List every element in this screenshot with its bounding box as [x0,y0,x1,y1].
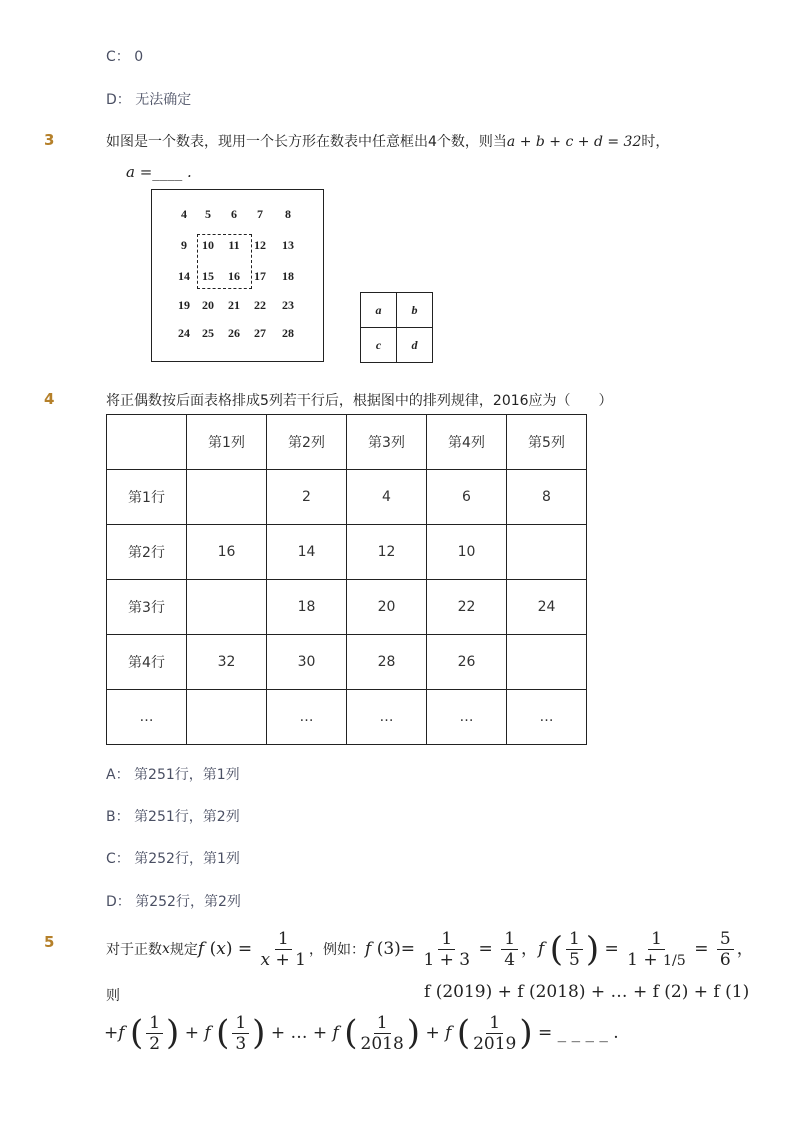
text: 规定 [169,942,198,958]
table-cell: 第4列 [427,415,507,470]
table-cell: 第1列 [187,415,267,470]
number-cell: 11 [228,238,240,252]
formula: f (x) = $\frac{1}{x + 1}$ [197,928,306,970]
table-cell: 第4行 [107,635,187,690]
answer-blank: a =____ . [126,163,192,181]
option-letter: B： [106,809,130,825]
table-row [107,415,587,470]
table-cell: 第3行 [107,580,187,635]
table-cell [507,635,587,690]
table-cell: 12 [347,525,427,580]
table-cell: 2 [267,470,347,525]
formula: a + b + c + d = 32 [506,134,642,150]
option-letter: C： [106,851,130,867]
table-cell: 第1行 [107,470,187,525]
table-cell: 14 [267,525,347,580]
table-row [107,690,587,745]
table-cell: … [107,690,187,745]
cell-a: a [361,293,397,328]
option-letter: C： [106,49,130,65]
option-b[interactable] [106,806,240,826]
table-cell: 30 [267,635,347,690]
number-cell: 24 [178,326,190,340]
text: 对于正数 [106,942,162,958]
table-cell: 10 [427,525,507,580]
table-cell: 8 [507,470,587,525]
number-cell: 15 [202,269,214,283]
table-cell: 第2列 [267,415,347,470]
number-cell: 10 [202,238,214,252]
number-cell: 27 [254,326,266,340]
variable: x [162,941,170,957]
option-d[interactable] [106,891,241,911]
table-cell: … [347,690,427,745]
question-number: 4 [44,390,55,408]
option-c[interactable] [106,848,240,868]
table-cell: 18 [267,580,347,635]
even-number-table [106,414,587,745]
table-cell: 第3列 [347,415,427,470]
option-a[interactable] [106,764,240,784]
table-row [107,525,587,580]
number-cell: 18 [282,269,294,283]
number-cell: 16 [228,269,240,283]
table-row [107,470,587,525]
table-cell: … [267,690,347,745]
option-c[interactable] [106,46,143,66]
number-cell: 9 [181,238,187,252]
table-cell [187,690,267,745]
number-cell: 14 [178,269,190,283]
table-cell: 22 [427,580,507,635]
table-cell: … [427,690,507,745]
number-cell: 21 [228,298,240,312]
cell-c: c [361,328,397,363]
table-cell: 6 [427,470,507,525]
option-letter: D： [106,894,131,910]
table-cell: 24 [507,580,587,635]
cell-d: d [397,328,433,363]
number-cell: 17 [254,269,266,283]
question-text [106,131,669,151]
table-cell [187,470,267,525]
table-cell: 32 [187,635,267,690]
abcd-grid [360,292,433,363]
table-row [107,580,587,635]
number-cell: 22 [254,298,266,312]
option-text: 第252行，第1列 [134,851,240,867]
text: 则 [106,988,120,1004]
sum-line-1: f (2019) + f (2018) + … + f (2) + f (1) [424,982,750,1002]
number-cell: 23 [282,298,294,312]
number-cell: 8 [285,207,291,221]
number-cell: 25 [202,326,214,340]
table-cell: 20 [347,580,427,635]
table-cell [107,415,187,470]
example-formula: f (3)= $\frac{1}{1 + 3}$ = $\frac{1}{4}$ ，f ( $\frac{1}{5}$ ) = $\frac{1}{1 + 1/5}$ = $\frac{5}{6}$ ， [365,928,754,970]
table-row [107,635,587,690]
number-cell: 26 [228,326,240,340]
option-letter: D： [106,92,131,108]
number-cell: 5 [205,207,211,221]
option-letter: A： [106,767,130,783]
table-cell [507,525,587,580]
question-text [106,926,754,972]
dashed-rectangle [197,234,252,289]
table-cell: … [507,690,587,745]
table-cell: 第2行 [107,525,187,580]
table-cell: 28 [347,635,427,690]
question-number: 3 [44,131,55,149]
question-number: 5 [44,933,55,951]
number-cell: 12 [254,238,266,252]
question-text: 将正偶数按后面表格排成5列若干行后，根据图中的排列规律，2016应为（ ） [106,393,613,409]
option-text: 第252行，第2列 [135,894,241,910]
table-cell: 16 [187,525,267,580]
text: 如图是一个数表，现用一个长方形在数表中任意框出4个数，则当 [106,134,507,150]
number-cell: 6 [231,207,237,221]
number-cell: 13 [282,238,294,252]
table-cell: 26 [427,635,507,690]
option-text: 第251行，第1列 [134,767,240,783]
sum-line-2: + f ( $\frac{1}{2}$ ) + f ( $\frac{1}{3}$ ) + … + f ( $\frac{1}{2018}$ ) + f ( $\frac{1}{2019}$ ) = _ _ _ _ . [104,1012,619,1054]
table-cell: 第5列 [507,415,587,470]
number-cell: 19 [178,298,190,312]
answer-blank: = _ _ _ _ . [538,1023,619,1043]
number-cell: 28 [282,326,294,340]
number-cell: 20 [202,298,214,312]
text: ，例如： [309,942,365,958]
number-cell: 4 [181,207,187,221]
text: 时， [641,134,670,150]
option-d[interactable] [106,89,191,109]
option-text: 0 [134,49,144,65]
cell-b: b [397,293,433,328]
option-text: 无法确定 [135,92,192,108]
number-cell: 7 [257,207,263,221]
option-text: 第251行，第2列 [134,809,240,825]
table-cell [187,580,267,635]
table-cell: 4 [347,470,427,525]
